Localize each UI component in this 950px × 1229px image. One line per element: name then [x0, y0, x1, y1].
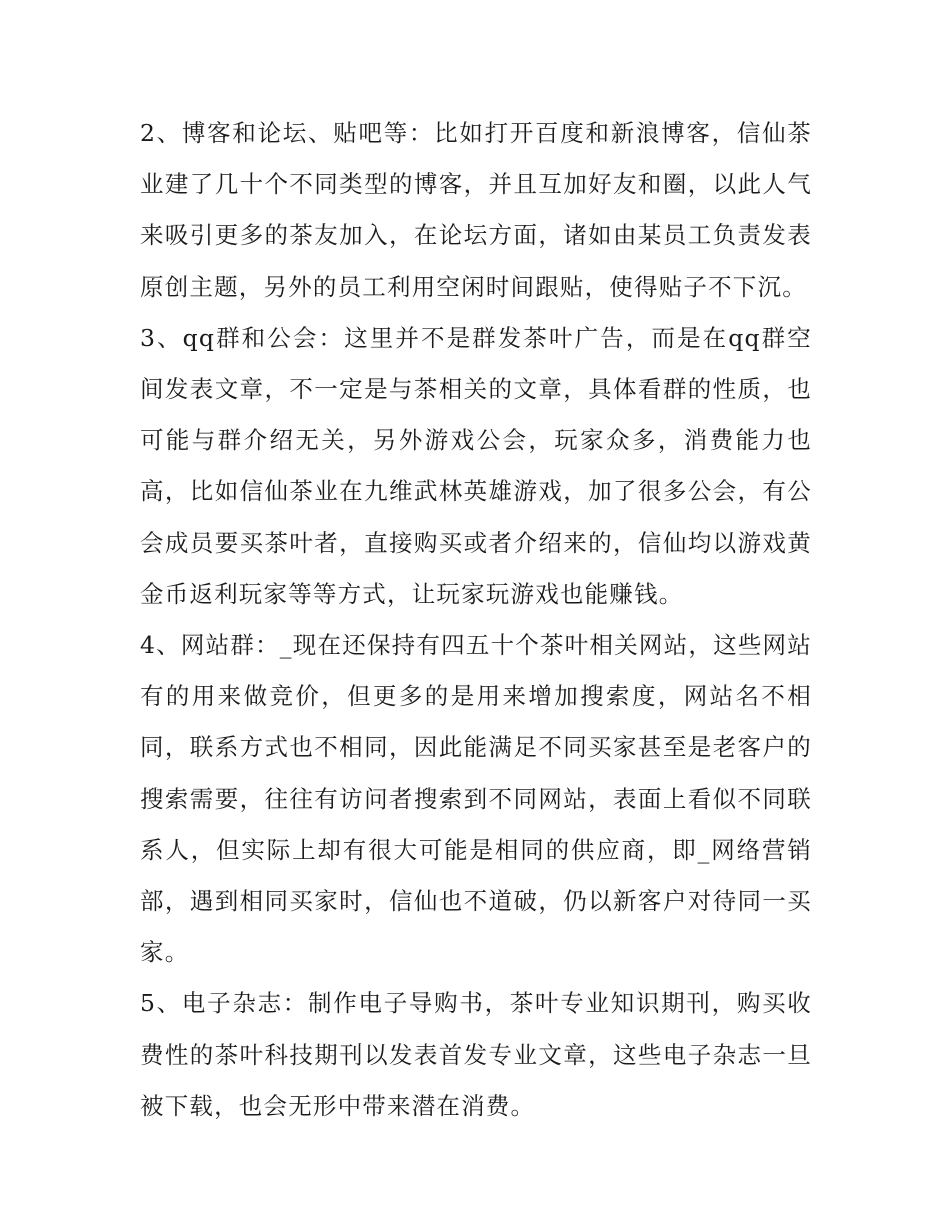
- paragraph-blogs-forums: 2、博客和论坛、贴吧等：比如打开百度和新浪博客，信仙茶业建了几十个不同类型的博客，并且互加好友和圈，以此人气来吸引更多的茶友加入，在论坛方面，诸如由某员工负责发表原创主题，另外的员工利用空闲时间跟贴，使得贴子不下沉。: [140, 119, 812, 301]
- paragraph-qq-groups: 3、qq群和公会：这里并不是群发茶叶广告，而是在qq群空间发表文章，不一定是与茶相关的文章，具体看群的性质，也可能与群介绍无关，另外游戏公会，玩家众多，消费能力也高，比如信仙茶业在九维武林英雄游戏，加了很多公会，有公会成员要买茶叶者，直接购买或者介绍来的，信仙均以游戏黄金币返利玩家等等方式，让玩家玩游戏也能赚钱。: [140, 323, 812, 608]
- document-body: [140, 108, 812, 1132]
- paragraph-e-magazine: 5、电子杂志：制作电子导购书，茶叶专业知识期刊，购买收费性的茶叶科技期刊以发表首发专业文章，这些电子杂志一旦被下载，也会无形中带来潜在消费。: [140, 989, 812, 1120]
- paragraph-website-group: 4、网站群：_现在还保持有四五十个茶叶相关网站，这些网站有的用来做竞价，但更多的是用来增加搜索度，网站名不相同，联系方式也不相同，因此能满足不同买家甚至是老客户的搜索需要，往往有访问者搜索到不同网站，表面上看似不同联系人，但实际上却有很大可能是相同的供应商，即_网络营销部，遇到相同买家时，信仙也不道破，仍以新客户对待同一买家。: [140, 631, 812, 967]
